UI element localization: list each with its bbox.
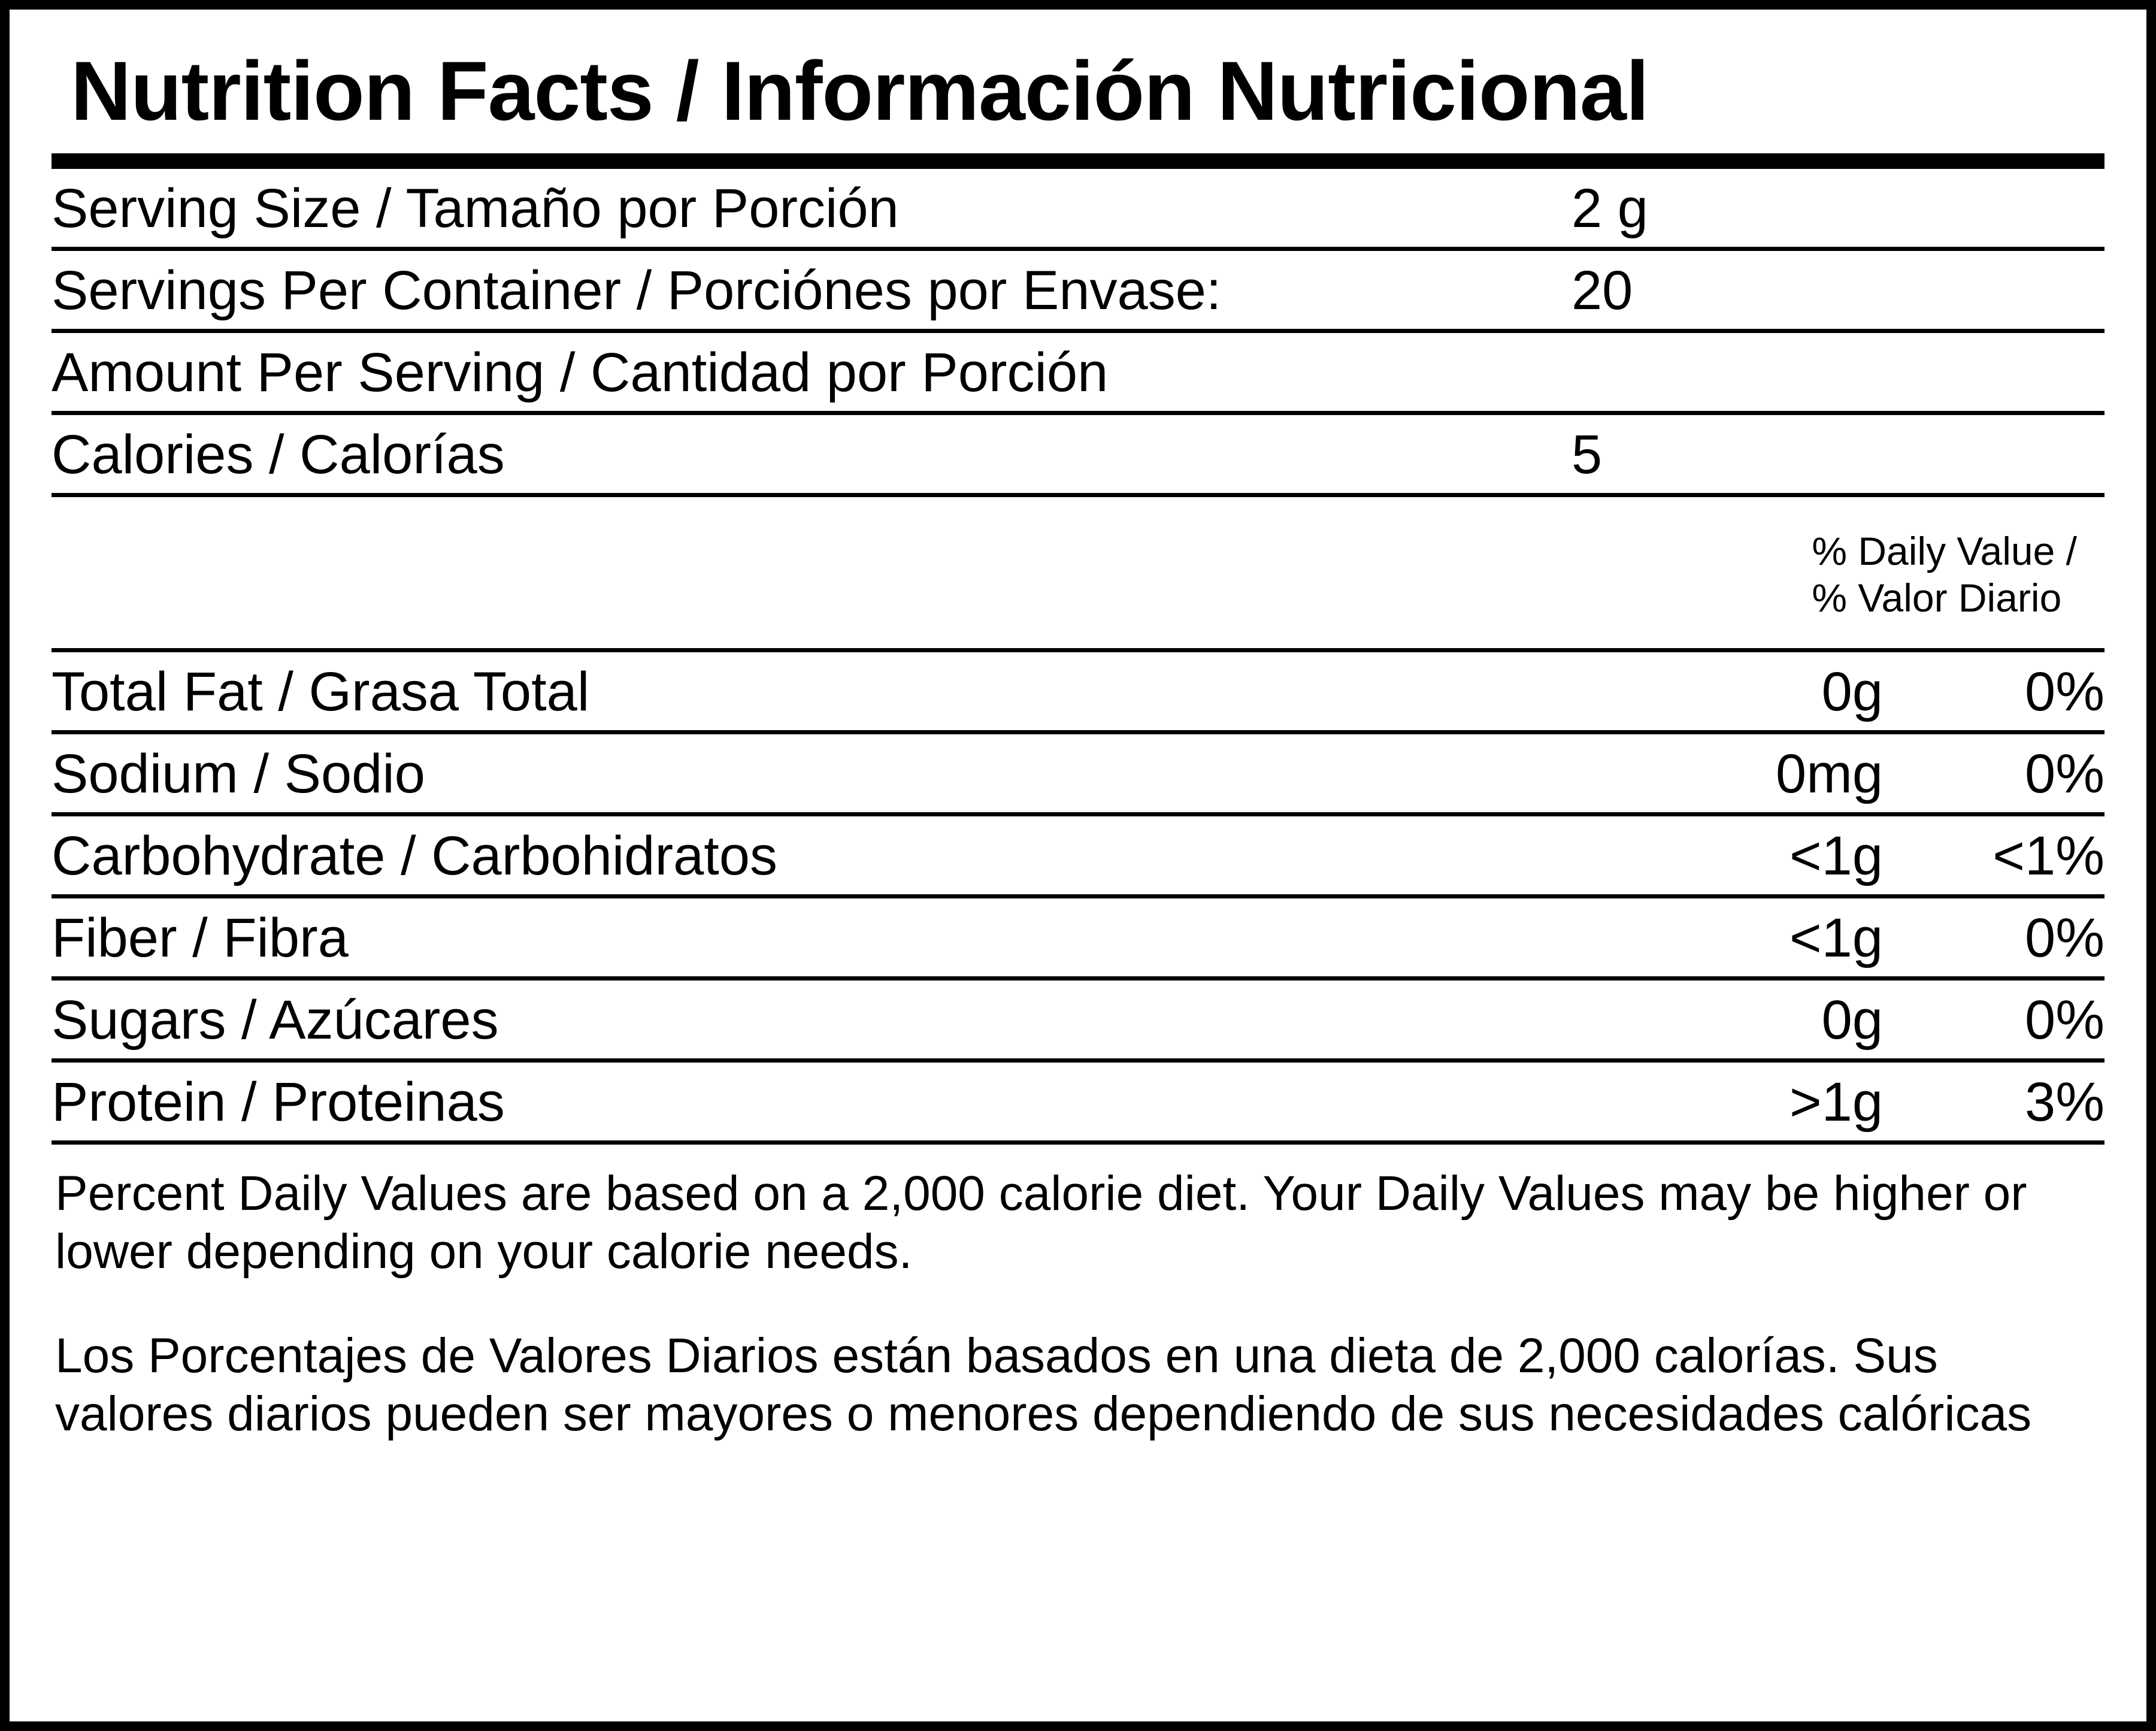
serving-size-spacer bbox=[1883, 169, 2104, 249]
daily-value-header-spacer bbox=[52, 622, 2104, 648]
serving-info-table bbox=[52, 169, 2104, 497]
table-row bbox=[52, 978, 2104, 1060]
nutrient-amount: <1g bbox=[1625, 896, 1883, 978]
nutrient-daily-value: 0% bbox=[1883, 978, 2104, 1060]
nutrient-amount: 0g bbox=[1625, 978, 1883, 1060]
amount-per-serving-spacer bbox=[1883, 331, 2104, 413]
daily-value-header-line2: % Valor Diario bbox=[1812, 575, 2062, 620]
nutrient-label: Protein / Proteinas bbox=[52, 1060, 1625, 1142]
title-divider bbox=[52, 153, 2104, 169]
nutrient-label: Total Fat / Grasa Total bbox=[52, 652, 1625, 733]
footnotes bbox=[52, 1165, 2104, 1443]
calories-label: Calories / Calorías bbox=[52, 413, 1571, 495]
table-row bbox=[52, 1060, 2104, 1142]
nutrient-table-top-rule bbox=[52, 648, 2104, 652]
servings-per-container-value: 20 bbox=[1571, 249, 1883, 331]
footnote-english: Percent Daily Values are based on a 2,000 calorie diet. Your Daily Values may be higher or lower depending on your calorie needs. bbox=[55, 1166, 2027, 1279]
calories-value: 5 bbox=[1571, 413, 1883, 495]
amount-per-serving-value bbox=[1571, 331, 1883, 413]
nutrient-amount: >1g bbox=[1625, 1060, 1883, 1142]
nutrient-daily-value: <1% bbox=[1883, 814, 2104, 896]
nutrient-amount: 0g bbox=[1625, 652, 1883, 733]
table-row-amount-per-serving bbox=[52, 331, 2104, 413]
table-row bbox=[52, 652, 2104, 733]
footnote-spanish: Los Porcentajes de Valores Diarios están basados en una dieta de 2,000 calorías. Sus valores diarios pueden ser mayores o menores dependiendo de sus necesidades calóricas bbox=[55, 1328, 2032, 1441]
table-row bbox=[52, 732, 2104, 814]
serving-size-value: 2 g bbox=[1571, 169, 1883, 249]
serving-size-label: Serving Size / Tamaño por Porción bbox=[52, 169, 1571, 249]
daily-value-header-line1: % Daily Value / bbox=[1812, 529, 2077, 573]
amount-per-serving-label: Amount Per Serving / Cantidad por Porción bbox=[52, 331, 1571, 413]
nutrient-daily-value: 3% bbox=[1883, 1060, 2104, 1142]
daily-value-header bbox=[52, 528, 2104, 622]
servings-per-container-label: Servings Per Container / Porciónes por Envase: bbox=[52, 249, 1571, 331]
nutrient-label: Carbohydrate / Carbohidratos bbox=[52, 814, 1625, 896]
nutrient-daily-value: 0% bbox=[1883, 652, 2104, 733]
nutrient-table bbox=[52, 652, 2104, 1145]
table-row bbox=[52, 814, 2104, 896]
table-row-serving-size bbox=[52, 169, 2104, 249]
nutrient-label: Sodium / Sodio bbox=[52, 732, 1625, 814]
servings-per-container-spacer bbox=[1883, 249, 2104, 331]
table-row-servings-per-container bbox=[52, 249, 2104, 331]
nutrient-label: Fiber / Fibra bbox=[52, 896, 1625, 978]
table-row-calories bbox=[52, 413, 2104, 495]
table-row bbox=[52, 896, 2104, 978]
nutrient-label: Sugars / Azúcares bbox=[52, 978, 1625, 1060]
nutrient-amount: 0mg bbox=[1625, 732, 1883, 814]
page-title: Nutrition Facts / Información Nutricional bbox=[71, 44, 1649, 138]
nutrient-amount: <1g bbox=[1625, 814, 1883, 896]
nutrient-daily-value: 0% bbox=[1883, 732, 2104, 814]
calories-spacer bbox=[1883, 413, 2104, 495]
nutrient-daily-value: 0% bbox=[1883, 896, 2104, 978]
